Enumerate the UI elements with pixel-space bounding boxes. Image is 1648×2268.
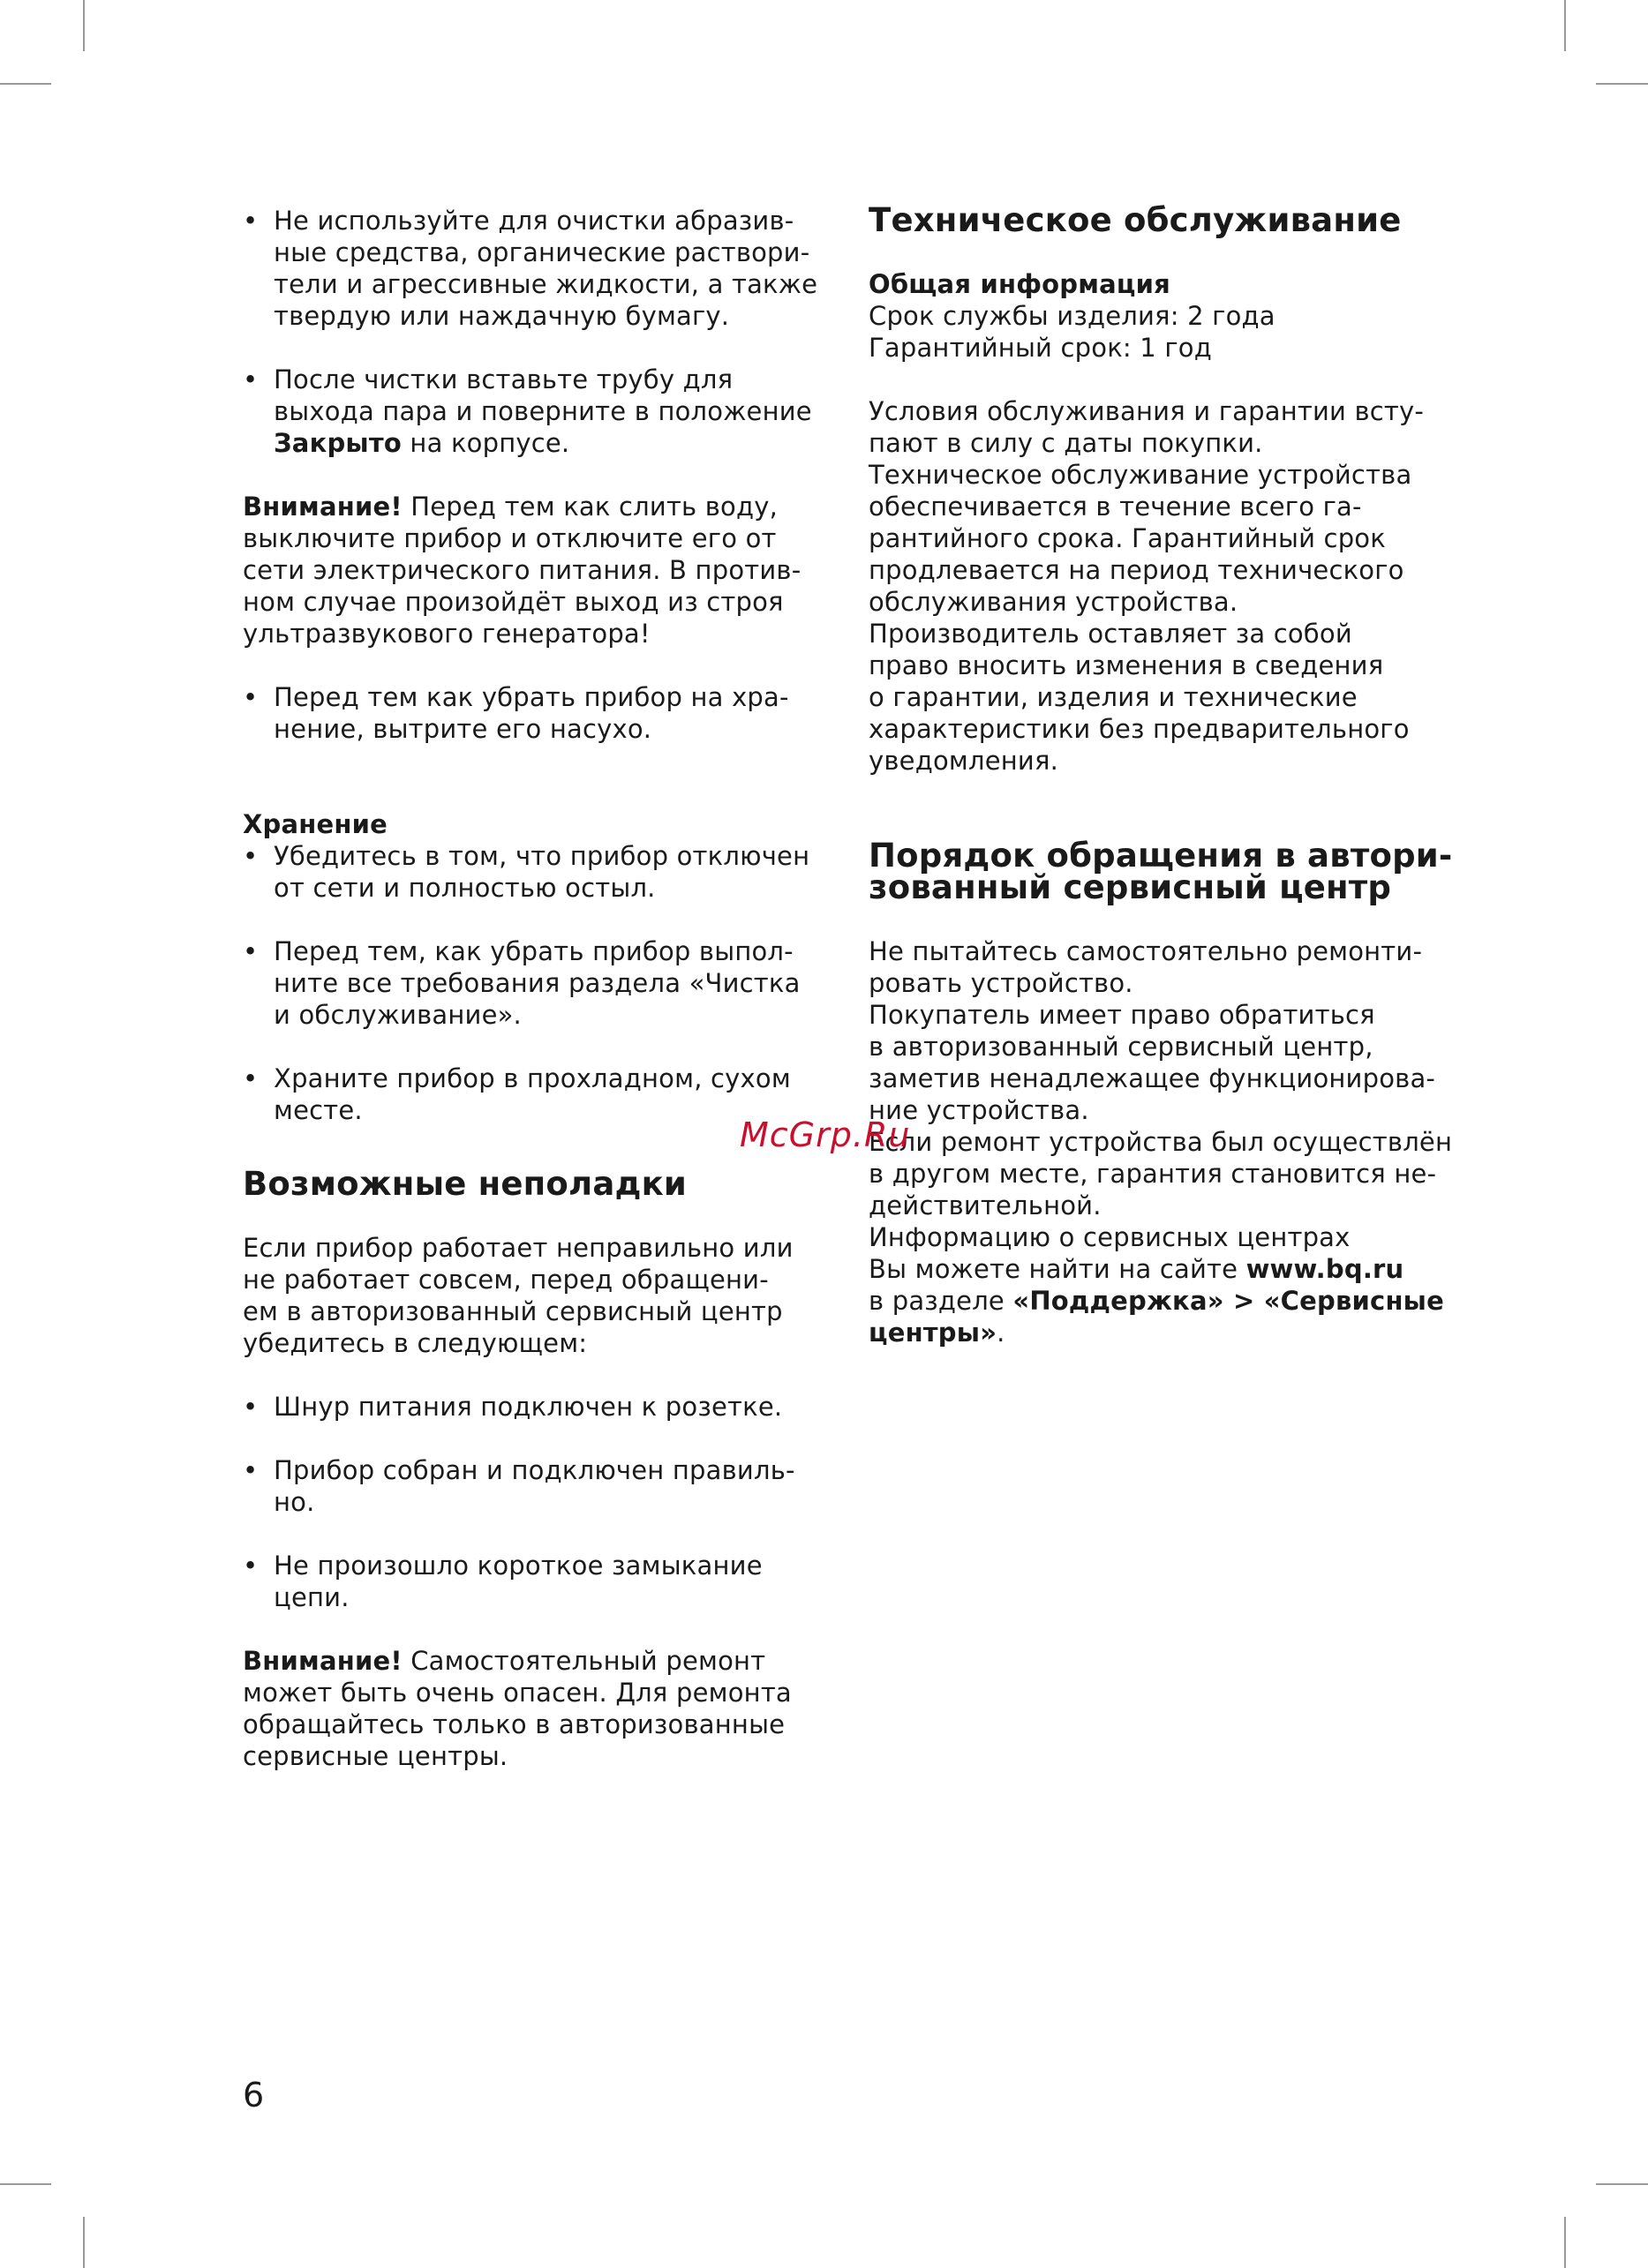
- list-item: • Убедитесь в том, что прибор отключен от сети и полностью остыл.: [243, 840, 843, 904]
- crop-mark: [0, 2183, 51, 2185]
- warning-text: Самостоятельный ремонт может быть очень опасен. Для ремонта обращайтесь только в авторизованные сервисные центры.: [243, 1646, 792, 1771]
- list-item: • Не используйте для очистки абразив- ные средства, органические раствори- тели и агрессивные жидкости, а также твердую или наждачную бумагу.: [243, 205, 843, 332]
- service-text: [869, 935, 1478, 1348]
- faults-list: [243, 1391, 843, 1613]
- warning-label: Внимание!: [243, 1646, 403, 1676]
- maintenance-heading: Техническое обслуживание: [869, 201, 1402, 239]
- list-item: [243, 364, 843, 459]
- list-item: • Перед тем как убрать прибор на хра- нение, вытрите его насухо.: [243, 681, 843, 745]
- warning-paragraph: [243, 1645, 843, 1772]
- general-info-text: Срок службы изделия: 2 года Гарантийный срок: 1 год: [869, 301, 1276, 363]
- page-number: 6: [243, 2076, 265, 2114]
- service-body: Не пытайтесь самостоятельно ремонти- ровать устройство. Покупатель имеет право обратиться в авторизованный сервисный центр, заметив ненадлежащее функционирова- ние устройства. Если ремонт устройства был осуществлён в другом месте, гарантия становится не- действительной. Информацию о сервисных центрах Вы можете найти на сайте: [869, 936, 1453, 1284]
- site-link[interactable]: www.bq.ru: [1245, 1254, 1404, 1284]
- watermark: McGrp.Ru: [740, 1115, 911, 1154]
- storage-list: [243, 840, 843, 1126]
- crop-mark: [83, 0, 85, 51]
- support-section: «Поддержка» > «Сервисные центры»: [869, 1286, 1444, 1348]
- item-text: После чистки вставьте трубу для выхода пара и поверните в положение: [274, 364, 812, 426]
- left-column: [243, 205, 843, 1772]
- list-item: • Шнур питания подключен к розетке.: [243, 1391, 843, 1423]
- service-heading: Порядок обращения в автори- зованный сервисный центр: [869, 837, 1453, 906]
- bold-term: Закрыто: [274, 428, 402, 458]
- drying-list: [243, 681, 843, 745]
- warranty-conditions: Условия обслуживания и гарантии всту- пают в силу с даты покупки. Техническое обслуживание устройства обеспечивается в течение всего га- рантийного срока. Гарантийный срок продлевается на период технического обслуживания устройства. Производитель оставляет за собой право вносить изменения в сведения о гарантии, изделия и технические характеристики без предварительного уведомления.: [869, 396, 1425, 776]
- list-item: • Прибор собран и подключен правиль- но.: [243, 1454, 843, 1518]
- warning-paragraph: [243, 491, 843, 650]
- warning-text: Перед тем как слить воду, выключите прибор и отключите его от сети электрического питания. В против- ном случае произойдёт выход из строя ультразвукового генератора!: [243, 492, 801, 649]
- crop-mark: [83, 2217, 85, 2268]
- crop-mark: [1564, 2217, 1566, 2268]
- item-text: на корпусе.: [401, 428, 570, 458]
- general-info-heading: Общая информация: [869, 269, 1170, 299]
- right-column: [869, 201, 1478, 1348]
- service-body: .: [997, 1318, 1005, 1348]
- crop-mark: [0, 83, 51, 85]
- cleaning-list: [243, 205, 843, 459]
- storage-heading: Хранение: [243, 809, 388, 839]
- service-body: в разделе: [869, 1286, 1005, 1316]
- faults-intro: Если прибор работает неправильно или не работает совсем, перед обращени- ем в авторизованный сервисный центр убедитесь в следующем:: [243, 1233, 794, 1358]
- faults-heading: Возможные неполадки: [243, 1165, 688, 1203]
- crop-mark: [1596, 83, 1648, 85]
- list-item: • Храните прибор в прохладном, сухом месте.: [243, 1063, 843, 1126]
- list-item: • Перед тем, как убрать прибор выпол- ните все требования раздела «Чистка и обслуживание».: [243, 935, 843, 1031]
- list-item: • Не произошло короткое замыкание цепи.: [243, 1550, 843, 1613]
- warning-label: Внимание!: [243, 492, 403, 522]
- crop-mark: [1596, 2183, 1648, 2185]
- crop-mark: [1564, 0, 1566, 51]
